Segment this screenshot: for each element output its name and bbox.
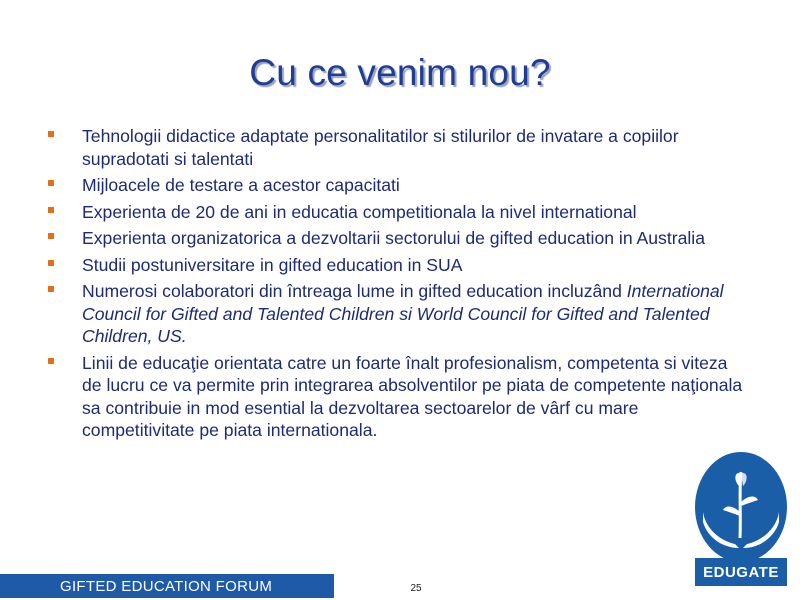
slide-title: Cu ce venim nou? — [249, 52, 551, 93]
bullet-item — [48, 254, 748, 277]
square-bullet-icon — [48, 358, 54, 364]
bullet-item — [48, 125, 748, 170]
bullet-item — [48, 280, 748, 348]
square-bullet-icon — [48, 207, 54, 213]
bullet-item — [48, 352, 748, 442]
bullet-text: Tehnologii didactice adaptate personalitatilor si stilurilor de invatare a copiilor supradotati si talentati — [82, 126, 679, 169]
logo-wordmark: EDUGATE — [695, 558, 787, 586]
bullet-text: Studii postuniversitare in gifted education in SUA — [82, 254, 463, 275]
bullet-list — [48, 125, 748, 446]
bullet-item — [48, 227, 748, 250]
bullet-text: Mijloacele de testare a acestor capacitati — [82, 175, 400, 195]
edugate-logo — [695, 452, 787, 586]
bullet-text-italic: International Council for Gifted and Talented Children si World Council for Gifted and Talented Children, US. — [82, 281, 724, 346]
bullet-item — [48, 201, 748, 224]
footer-banner: GIFTED EDUCATION FORUM — [0, 574, 334, 598]
square-bullet-icon — [48, 286, 54, 292]
square-bullet-icon — [48, 131, 54, 137]
square-bullet-icon — [48, 260, 54, 266]
bullet-text: Experienta de 20 de ani in educatia competitionala la nivel international — [82, 201, 637, 222]
edugate-emblem-icon — [695, 452, 787, 562]
square-bullet-icon — [48, 180, 54, 186]
page-number: 25 — [410, 583, 422, 594]
square-bullet-icon — [48, 233, 54, 239]
bullet-text: Experienta organizatorica a dezvoltarii sectorului de gifted education in Australia — [82, 228, 705, 248]
bullet-item — [48, 174, 748, 197]
bullet-text: Linii de educaţie orientata catre un foarte înalt profesionalism, competenta si viteza de lucru ce va permite prin integrarea absolventilor pe piata de competente naţionala sa contribuie in mod esential la dezvoltarea sectoarelor de vârf cu mare competitivitate pe piata internationala. — [82, 352, 743, 440]
bullet-text: Numerosi colaboratori din întreaga lume in gifted education incluzând — [82, 281, 627, 301]
